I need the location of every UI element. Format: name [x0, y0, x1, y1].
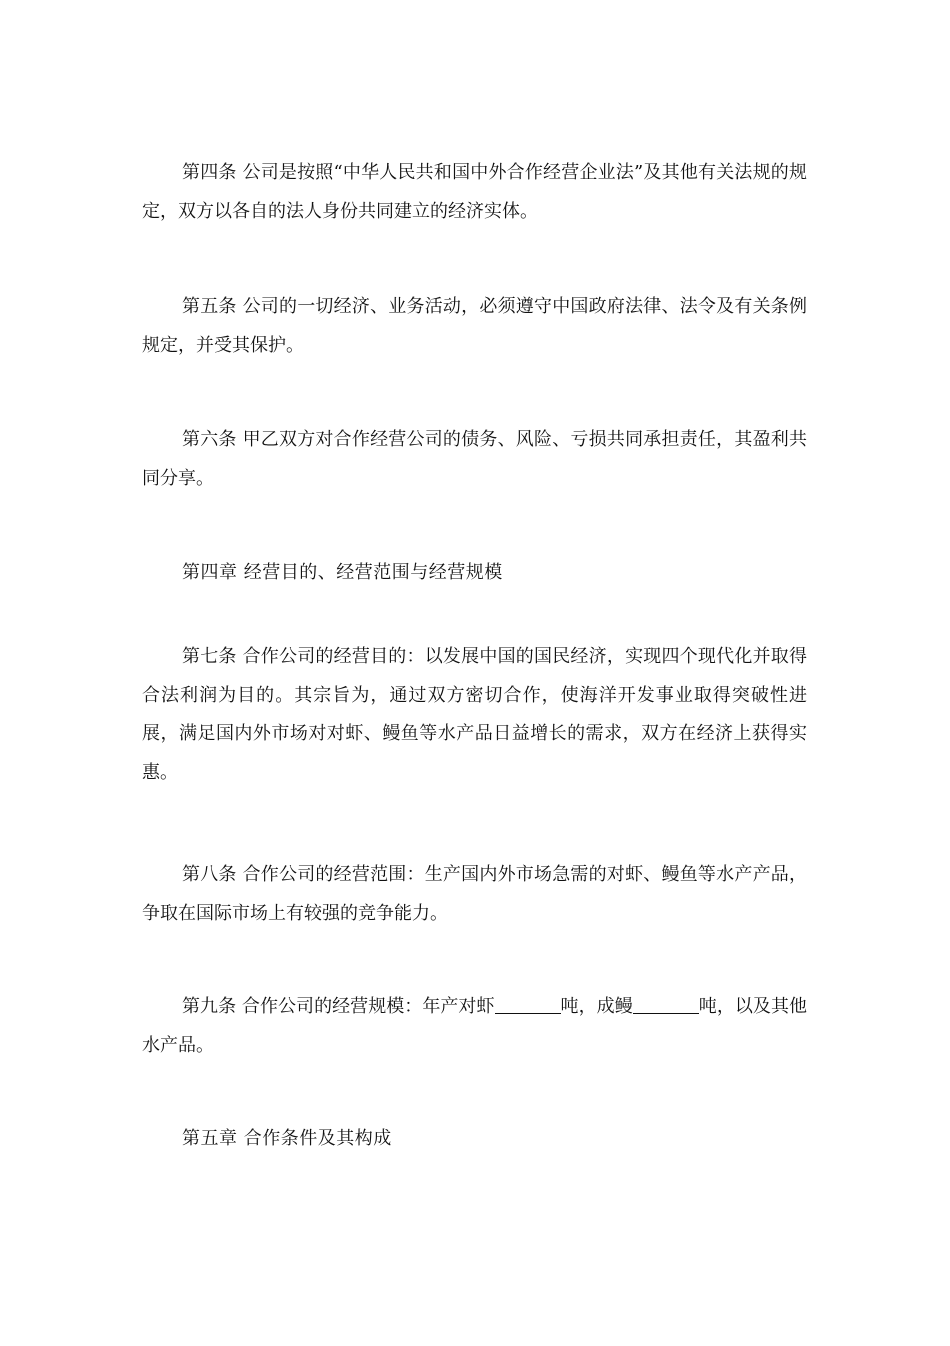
chapter-5-heading: 第五章 合作条件及其构成 — [182, 1128, 392, 1149]
article-5: 第五条 公司的一切经济、业务活动，必须遵守中国政府法律、法令及有关条例规定，并受其保护。 — [142, 296, 807, 356]
chapter-4-heading: 第四章 经营目的、经营范围与经营规模 — [182, 562, 503, 583]
article-9-text-3: 吨，以及其他水产品。 — [142, 996, 807, 1056]
article-4: 第四条 公司是按照“中华人民共和国中外合作经营企业法”及其他有关法规的规定，双方以各自的法人身份共同建立的经济实体。 — [142, 162, 807, 222]
article-9-text-1: 第九条 合作公司的经营规模：年产对虾 — [182, 996, 495, 1017]
article-6: 第六条 甲乙双方对合作经营公司的债务、风险、亏损共同承担责任，其盈利共同分享。 — [142, 429, 807, 489]
article-7: 第七条 合作公司的经营目的：以发展中国的国民经济，实现四个现代化并取得合法利润为目的。其宗旨为，通过双方密切合作，使海洋开发事业取得突破性进展，满足国内外市场对对虾、鳗鱼等水产品日益增长的需求，双方在经济上获得实惠。 — [142, 646, 807, 783]
article-8: 第八条 合作公司的经营范围：生产国内外市场急需的对虾、鳗鱼等水产产品，争取在国际市场上有较强的竞争能力。 — [142, 864, 807, 924]
eel-quantity-blank — [633, 995, 699, 1014]
shrimp-quantity-blank — [495, 995, 561, 1014]
article-9-text-2: 吨，成鳗 — [560, 996, 633, 1017]
article-9 — [142, 988, 807, 1065]
